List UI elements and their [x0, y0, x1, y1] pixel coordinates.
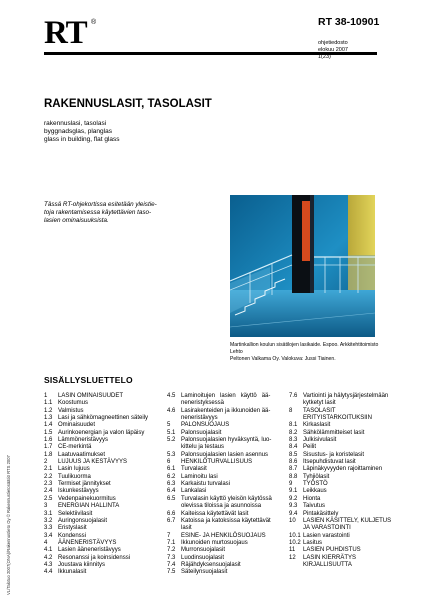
toc-item [289, 503, 399, 510]
toc-item-title: Lasitus [303, 539, 323, 546]
toc-item [289, 540, 399, 547]
toc-item [167, 422, 285, 429]
toc-item [167, 459, 285, 466]
toc-column-3 [289, 393, 399, 569]
toc-title: SISÄLLYSLUETTELO [44, 375, 133, 385]
toc-item [44, 452, 162, 459]
toc-item [167, 481, 285, 488]
photo-illustration [230, 195, 375, 337]
toc-item-number: 9 [289, 481, 293, 488]
toc-item-number [167, 503, 181, 510]
toc-item-title: kytketyt lasit [303, 400, 336, 407]
toc-item-number: 4.6 [167, 407, 176, 414]
toc-item [44, 481, 162, 488]
toc-item-title: Kirkaslasit [303, 422, 331, 429]
toc-item-number: 6 [167, 459, 171, 466]
toc-item-title: Taivutus [303, 503, 326, 510]
toc-item-number: 5.1 [167, 429, 176, 436]
toc-item [289, 415, 399, 422]
toc-column-1 [44, 393, 162, 577]
toc-item-number: 2 [44, 459, 48, 466]
toc-item-title: Itsepuhdistuvat lasit [303, 459, 356, 466]
toc-item-number: 4 [44, 539, 48, 546]
toc-item [167, 533, 285, 540]
toc-item-number: 9.3 [289, 503, 298, 510]
toc-item [167, 452, 285, 459]
intro-line: toja rakentamisessa käytettävien taso- [44, 209, 152, 216]
toc-item-number: 4.3 [44, 561, 53, 568]
toc-item-number: 4.4 [44, 569, 53, 576]
toc-item-number: 9.4 [289, 510, 298, 517]
toc-item [44, 430, 162, 437]
toc-item [167, 555, 285, 562]
toc-item-number: 5.2 [167, 437, 176, 444]
toc-item [289, 452, 399, 459]
toc-item-title: HENKILÖTURVALLISUUS [181, 459, 253, 466]
toc-item-number: 7 [167, 532, 171, 539]
toc-item [44, 474, 162, 481]
toc-item-title: Aurinkoenergian ja valon läpäisy [58, 429, 145, 436]
toc-item-title: Lankalasi [181, 488, 207, 495]
toc-item-number: 11 [289, 547, 296, 554]
toc-item-number: 1.2 [44, 407, 53, 414]
toc-item-number: 8.1 [289, 422, 298, 429]
toc-item [167, 540, 285, 547]
toc-item-title: Termiset jännitykset [58, 481, 111, 488]
toc-item [167, 525, 285, 532]
toc-item-title: LUJUUS JA KESTÄVYYS [58, 459, 128, 466]
document-meta [318, 40, 348, 61]
toc-item [167, 569, 285, 576]
toc-item-title: Selektiivilasit [58, 510, 93, 517]
intro-line: Tässä RT-ohjekortissa esitetään yleistie- [44, 201, 157, 208]
toc-item-number [289, 525, 303, 532]
toc-item-title: Säteilynsuojalasit [181, 569, 228, 576]
toc-item-title: Vartiointi ja hälytysjärjestelmään [303, 393, 389, 399]
keyword-fi: rakennuslasi, tasolasi [44, 120, 107, 127]
toc-item-title: ESINE- JA HENKILÖSUOJAUS [181, 532, 266, 539]
toc-item [44, 525, 162, 532]
meta-date: elokuu 2007 [318, 47, 348, 53]
toc-item-title: LASIEN KÄSITTELY, KULJETUS [303, 517, 392, 524]
toc-item-number: 1.1 [44, 400, 53, 407]
toc-item [167, 496, 285, 503]
caption-line: Martinkallion koulun sisätilojen lasikaide. Espoo. Arkkitehtitoimisto Lehto [230, 342, 379, 355]
toc-item-title: Laminoitu lasi [181, 473, 218, 480]
toc-item-title: Koostumus [58, 400, 89, 407]
toc-item-title: olevissa tiloissa ja asunnoissa [181, 503, 262, 510]
toc-item-title: Lasien varastointi [303, 532, 350, 539]
toc-item-title: Julkisivulasit [303, 437, 337, 444]
toc-item [44, 408, 162, 415]
toc-item [289, 422, 399, 429]
toc-item [289, 562, 399, 569]
toc-item-number: 1 [44, 393, 48, 399]
toc-item-number: 5 [167, 422, 171, 429]
toc-item-title: Luodinsuojalasit [181, 554, 225, 561]
toc-item-number [167, 525, 181, 532]
toc-item [44, 437, 162, 444]
toc-item-number: 8.4 [289, 444, 298, 451]
toc-item-number [289, 400, 303, 407]
toc-item-number: 8.2 [289, 429, 298, 436]
toc-item-title: Peilit [303, 444, 317, 451]
toc-item [167, 518, 285, 525]
toc-item [167, 547, 285, 554]
keyword-en: glass in building, flat glass [44, 136, 120, 144]
toc-item [44, 459, 162, 466]
toc-item [44, 422, 162, 429]
toc-item-title: CE-merkintä [58, 444, 92, 451]
toc-item [167, 430, 285, 437]
toc-item-number: 3.3 [44, 525, 53, 532]
toc-item-title: lasit [181, 525, 192, 532]
toc-item-title: ERITYISTARKOITUKSIIN [303, 415, 372, 422]
toc-item-title: Tuulikuorma [58, 473, 91, 480]
toc-item-title: Ikkunoiden murtosuojaus [181, 539, 248, 546]
toc-item-number: 6.3 [167, 481, 176, 488]
toc-item-title: TYÖSTÖ [303, 481, 328, 488]
toc-item [167, 408, 285, 415]
toc-item [167, 466, 285, 473]
toc-item-title: Turvalasin käyttö yleisön käytössä [181, 495, 272, 502]
toc-item-number: 3.4 [44, 532, 53, 539]
photo-glass-railing [230, 195, 375, 337]
toc-item [289, 533, 399, 540]
toc-item-number [167, 444, 181, 451]
toc-item-title: Lasin lujuus [58, 466, 90, 473]
toc-item [44, 415, 162, 422]
toc-item-title: ENERGIAN HALLINTA [58, 503, 120, 510]
toc-item-title: Karkaistu turvalasi [181, 481, 231, 488]
toc-item-title: Auringonsuojalasit [58, 517, 108, 524]
page-title: RAKENNUSLASIT, TASOLASIT [44, 98, 212, 110]
toc-item-title: Laminoitujen lasien käyttö ää- [181, 393, 271, 399]
toc-item-title: LASIN KIERRÄTYS [303, 554, 357, 561]
toc-item-title: Palonsuojalasien lasien asennus [181, 451, 269, 458]
toc-item-title: PALONSUOJAUS [181, 422, 230, 429]
keyword-sv: byggnadsglas, planglas [44, 128, 112, 136]
toc-item [44, 569, 162, 576]
toc-item-title: Räjähdyksensuojalasit [181, 561, 241, 568]
toc-item-number: 6.7 [167, 517, 176, 524]
toc-item [44, 533, 162, 540]
toc-item-title: Katoissa ja katoksissa käytettävät [181, 517, 271, 524]
toc-item-title: Turvalasit [181, 466, 207, 473]
toc-item-title: Ominaisuudet [58, 422, 96, 429]
toc-item [167, 400, 285, 407]
toc-item-number: 3 [44, 503, 48, 510]
toc-item [289, 437, 399, 444]
rt-logo: RT [44, 15, 87, 51]
toc-item-title: JA VARASTOINTI [303, 525, 351, 532]
toc-item [289, 481, 399, 488]
toc-item [44, 511, 162, 518]
toc-item-title: kittelu ja testaus [181, 444, 225, 451]
toc-item-title: Lasi ja sähkömagneettinen säteily [58, 415, 149, 422]
toc-item-title: neneristävyys [181, 415, 218, 422]
toc-item-title: Eristyslasit [58, 525, 87, 532]
toc-item [289, 393, 399, 400]
toc-item-title: Sisustus- ja koristelasit [303, 451, 365, 458]
toc-item [44, 393, 162, 400]
footer-imprint: VL/Talotuo 2007(ONA)/Rakennustieto Oy © Rakennustietosäätiö RTS 2007 [6, 455, 11, 595]
toc-item [44, 496, 162, 503]
toc-item-number: 6.1 [167, 466, 176, 473]
toc-item-number: 4.2 [44, 554, 53, 561]
toc-item-number: 2.4 [44, 488, 53, 495]
toc-item-number: 1.5 [44, 429, 53, 436]
toc-item-number: 6.2 [167, 473, 176, 480]
toc-item-number: 7.2 [167, 547, 176, 554]
toc-item-title: Vedenpainekuormitus [58, 495, 116, 502]
toc-item-number: 8.6 [289, 459, 298, 466]
toc-item [289, 459, 399, 466]
toc-item-number: 2.2 [44, 473, 53, 480]
toc-item-number: 8 [289, 407, 293, 414]
toc-item-number: 7.6 [289, 393, 298, 399]
toc-item-number: 2.1 [44, 466, 53, 473]
toc-item-number: 5.3 [167, 451, 176, 458]
toc-item-title: Tyhjiölasit [303, 473, 330, 480]
document-number: RT 38-10901 [318, 16, 380, 28]
toc-item-number: 6.5 [167, 495, 176, 502]
toc-item-number: 7.3 [167, 554, 176, 561]
toc-item-title: Lämmöneristävyys [58, 437, 109, 444]
intro-text [44, 201, 174, 225]
toc-item [44, 562, 162, 569]
toc-item [289, 408, 399, 415]
toc-column-2 [167, 393, 285, 577]
toc-item-title: KIRJALLISUUTTA [303, 561, 352, 568]
toc-item [44, 488, 162, 495]
toc-item-title: Joustava kiinnitys [58, 561, 106, 568]
toc-item [44, 555, 162, 562]
toc-item [289, 430, 399, 437]
toc-item [167, 437, 285, 444]
toc-item [289, 444, 399, 451]
toc-item [167, 415, 285, 422]
toc-item [167, 511, 285, 518]
toc-item [44, 400, 162, 407]
toc-item-title: LASIEN PUHDISTUS [303, 547, 361, 554]
meta-type: ohjetiedosto [318, 40, 348, 46]
toc-item-number: 10 [289, 517, 296, 524]
toc-item [167, 503, 285, 510]
keywords [44, 120, 120, 145]
toc-item-number [289, 415, 303, 422]
toc-item-number: 9.2 [289, 495, 298, 502]
toc-item [44, 444, 162, 451]
toc-item [167, 488, 285, 495]
toc-item [289, 555, 399, 562]
toc-item [167, 444, 285, 451]
toc-item-number: 8.5 [289, 451, 298, 458]
toc-item-number: 2.3 [44, 481, 53, 488]
toc-item-number: 10.2 [289, 539, 301, 546]
intro-line: lasien ominaisuuksista. [44, 217, 109, 224]
toc-item-number: 1.8 [44, 451, 53, 458]
photo-caption [230, 342, 380, 362]
toc-item-title: LASIN OMINAISUUDET [58, 393, 124, 399]
toc-item-number: 8.3 [289, 437, 298, 444]
toc-item-title: Läpinäkyvyyden rajoittaminen [303, 466, 383, 473]
toc-item-number: 4.5 [167, 393, 176, 399]
toc-item [289, 518, 399, 525]
toc-item [289, 496, 399, 503]
toc-item-title: Palonsuojalasien hyväksyntä, luo- [181, 437, 272, 444]
toc-item [44, 466, 162, 473]
toc-item-title: Iskunkestävyys [58, 488, 99, 495]
toc-item-title: Sähkölämmitteiset lasit [303, 429, 365, 436]
toc-item-title: Ikkunalasit [58, 569, 87, 576]
meta-page: 1(23) [318, 54, 331, 60]
toc-item-number: 3.2 [44, 517, 53, 524]
caption-line: Peltonen Valkama Oy. Valokuva: Jussi Tiainen. [230, 355, 336, 362]
toc-item-number: 8.8 [289, 473, 298, 480]
toc-item [167, 562, 285, 569]
toc-item-title: Lasirakenteiden ja ikkunoiden ää- [181, 407, 271, 414]
toc-item-number: 7.4 [167, 561, 176, 568]
toc-item-number: 4.1 [44, 547, 53, 554]
toc-item-title: Hionta [303, 495, 321, 502]
toc-item-number: 3.1 [44, 510, 53, 517]
toc-item [289, 466, 399, 473]
toc-item-title: ÄÄNENERISTÄVYYS [58, 539, 117, 546]
toc-item [44, 547, 162, 554]
toc-item-number: 12 [289, 554, 296, 561]
toc-item [289, 400, 399, 407]
toc-item-title: Laatuvaatimukset [58, 451, 106, 458]
toc-item-number: 1.7 [44, 444, 53, 451]
toc-item [167, 474, 285, 481]
toc-item-number: 7.5 [167, 569, 176, 576]
toc-item-title: Resonanssi ja koinsidenssi [58, 554, 131, 561]
toc-item-title: Lasien ääneneristävyys [58, 547, 121, 554]
toc-item [167, 393, 285, 400]
toc-item-title: Palonsuojalasit [181, 429, 222, 436]
toc-item-title: neneristyksessä [181, 400, 225, 407]
toc-item-title: TASOLASIT [303, 407, 336, 414]
toc-item-number [289, 562, 303, 569]
toc-item-title: Kaiteissa käytettävät lasit [181, 510, 249, 517]
toc-item-number: 10.1 [289, 532, 301, 539]
toc-item [44, 540, 162, 547]
toc-item-number: 7.1 [167, 539, 176, 546]
toc-item [289, 525, 399, 532]
toc-item-title: Murronsuojalasit [181, 547, 226, 554]
toc-item-number: 6.4 [167, 488, 176, 495]
toc-item-title: Pintakäsittely [303, 510, 339, 517]
toc-item [289, 547, 399, 554]
toc-item [289, 488, 399, 495]
toc-item [44, 518, 162, 525]
toc-item-number: 6.6 [167, 510, 176, 517]
toc-item-title: Kondenssi [58, 532, 87, 539]
toc-item-number: 1.4 [44, 422, 53, 429]
registered-mark: ® [91, 19, 97, 26]
toc-item-title: Valmistus [58, 407, 84, 414]
toc-item-number: 9.1 [289, 488, 298, 495]
toc-item-number: 1.3 [44, 415, 53, 422]
toc-item [289, 511, 399, 518]
toc-item [44, 503, 162, 510]
toc-item-number: 1.6 [44, 437, 53, 444]
toc-item-number [167, 415, 181, 422]
toc-item-number [167, 400, 181, 407]
toc-item-number: 2.5 [44, 495, 53, 502]
toc-item-title: Leikkaus [303, 488, 327, 495]
toc-item-number: 8.7 [289, 466, 298, 473]
